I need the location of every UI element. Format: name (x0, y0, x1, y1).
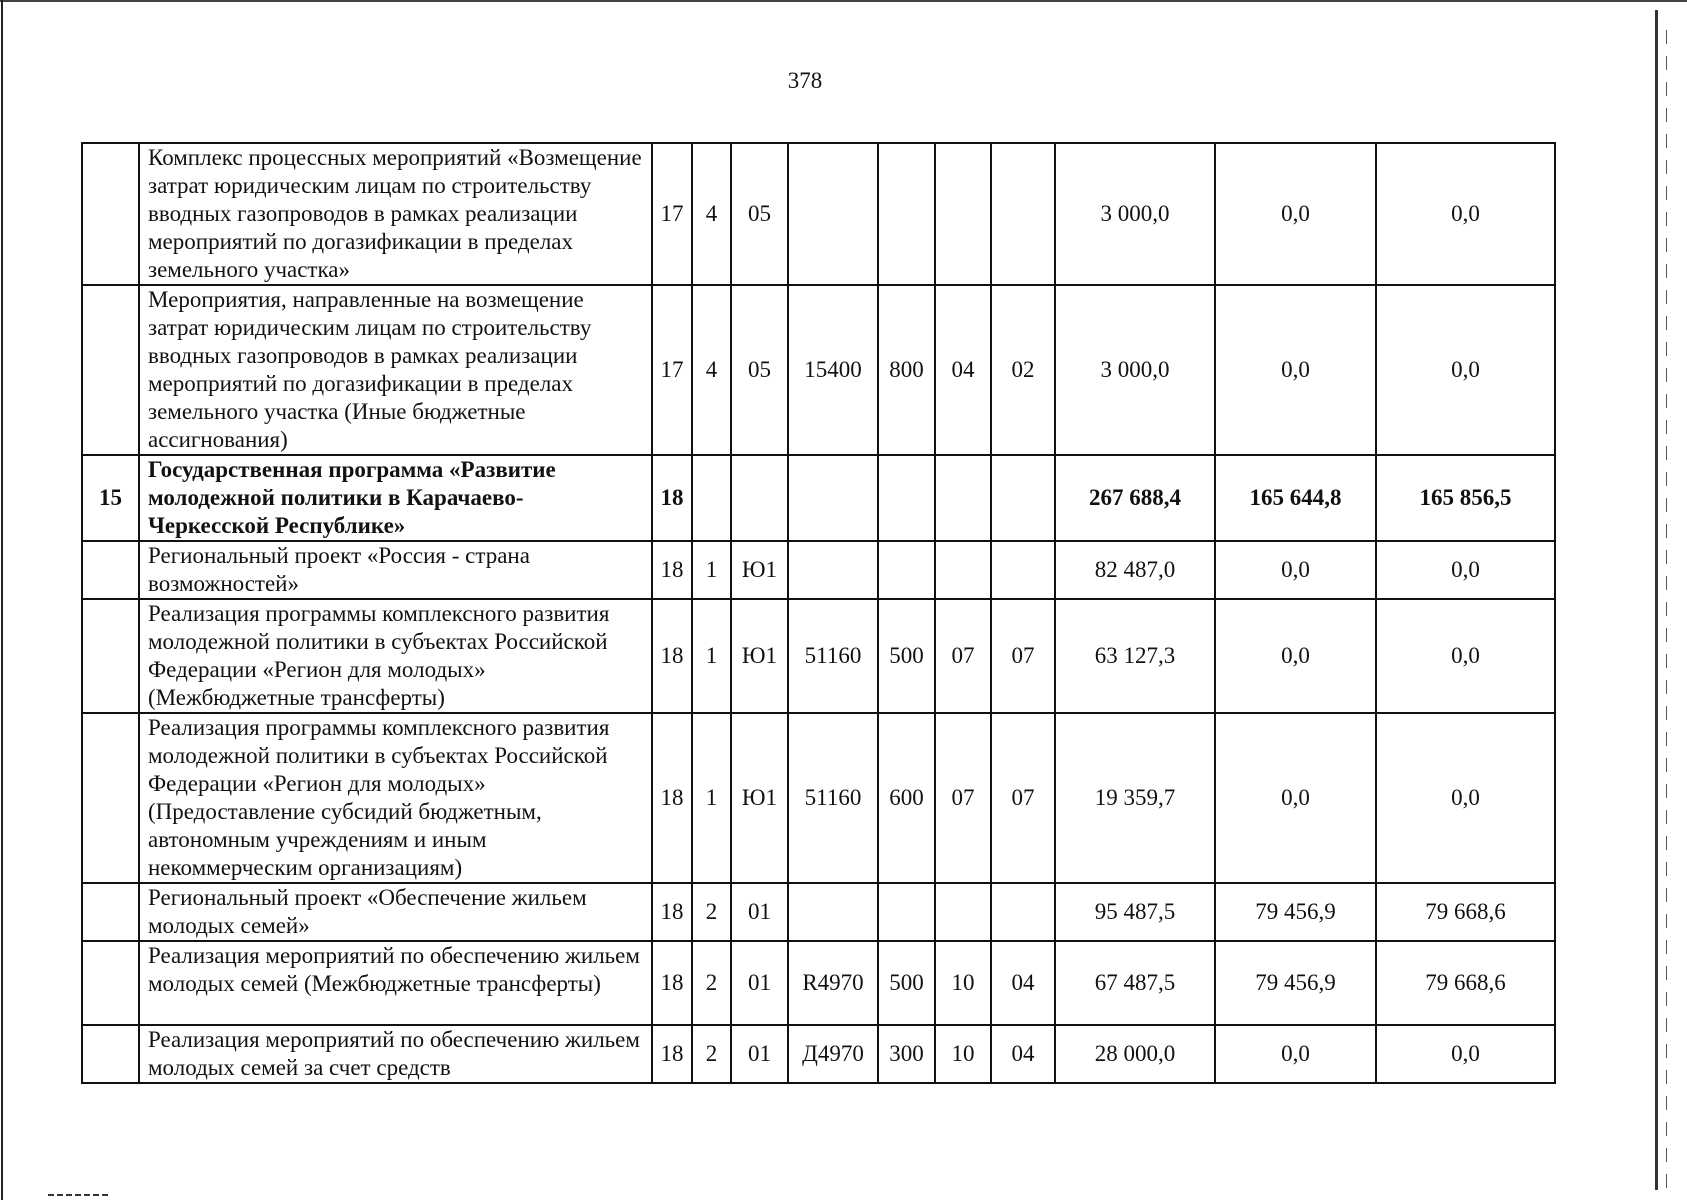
code-program: 05 (731, 143, 788, 285)
code-direction: R4970 (788, 941, 878, 1025)
amount-year-1: 82 487,0 (1055, 541, 1215, 599)
code-section: 10 (935, 941, 991, 1025)
amount-year-2: 0,0 (1215, 599, 1376, 713)
code-type: 2 (692, 883, 731, 941)
code-ministry: 18 (652, 883, 692, 941)
amount-year-2: 0,0 (1215, 285, 1376, 455)
table-row-program (82, 455, 1555, 541)
table-row (82, 541, 1555, 599)
code-type: 4 (692, 143, 731, 285)
amount-year-3: 165 856,5 (1376, 455, 1555, 541)
row-name: Государственная программа «Развитие молодежной политики в Карачаево-Черкесской Республике» (139, 455, 652, 541)
code-type: 1 (692, 541, 731, 599)
code-expense-type: 600 (878, 713, 935, 883)
amount-year-2: 0,0 (1215, 1025, 1376, 1083)
code-section: 04 (935, 285, 991, 455)
code-program: Ю1 (731, 599, 788, 713)
amount-year-2: 0,0 (1215, 713, 1376, 883)
code-program: 01 (731, 1025, 788, 1083)
code-direction: 51160 (788, 713, 878, 883)
code-section: 10 (935, 1025, 991, 1083)
code-type: 1 (692, 599, 731, 713)
code-program: Ю1 (731, 541, 788, 599)
code-section (935, 883, 991, 941)
row-name: Реализация мероприятий по обеспечению жильем молодых семей (Межбюджетные трансферты) (139, 941, 652, 1025)
table-row (82, 285, 1555, 455)
code-subsection: 04 (991, 1025, 1055, 1083)
amount-year-1: 63 127,3 (1055, 599, 1215, 713)
code-subsection (991, 541, 1055, 599)
amount-year-1: 67 487,5 (1055, 941, 1215, 1025)
code-direction: 51160 (788, 599, 878, 713)
amount-year-1: 19 359,7 (1055, 713, 1215, 883)
code-type (692, 455, 731, 541)
amount-year-3: 0,0 (1376, 713, 1555, 883)
row-name: Реализация мероприятий по обеспечению жильем молодых семей за счет средств (139, 1025, 652, 1083)
amount-year-3: 0,0 (1376, 143, 1555, 285)
code-ministry: 18 (652, 541, 692, 599)
amount-year-3: 0,0 (1376, 599, 1555, 713)
amount-year-3: 0,0 (1376, 541, 1555, 599)
amount-year-1: 95 487,5 (1055, 883, 1215, 941)
amount-year-2: 79 456,9 (1215, 941, 1376, 1025)
row-name: Региональный проект «Россия - страна возможностей» (139, 541, 652, 599)
table-row (82, 143, 1555, 285)
code-subsection (991, 455, 1055, 541)
table-row (82, 1025, 1555, 1083)
amount-year-1: 3 000,0 (1055, 143, 1215, 285)
code-type: 2 (692, 1025, 731, 1083)
code-expense-type (878, 455, 935, 541)
table-row (82, 599, 1555, 713)
code-ministry: 17 (652, 143, 692, 285)
code-direction (788, 883, 878, 941)
code-type: 1 (692, 713, 731, 883)
code-expense-type: 500 (878, 599, 935, 713)
row-name: Мероприятия, направленные на возмещение затрат юридическим лицам по строительству вводных газопроводов в рамках реализации мероприятий по догазификации в пределах земельного участка (Иные бюджетные ассигнования) (139, 285, 652, 455)
code-expense-type (878, 883, 935, 941)
row-number: 15 (82, 455, 139, 541)
row-number (82, 941, 139, 1025)
code-direction (788, 541, 878, 599)
scan-edge-dashed (1666, 30, 1667, 1190)
row-number (82, 1025, 139, 1083)
code-subsection: 07 (991, 713, 1055, 883)
page-edge-left (1, 0, 3, 1200)
table-row (82, 713, 1555, 883)
code-section (935, 541, 991, 599)
code-ministry: 18 (652, 713, 692, 883)
code-subsection (991, 883, 1055, 941)
code-ministry: 18 (652, 599, 692, 713)
code-subsection: 02 (991, 285, 1055, 455)
code-expense-type (878, 541, 935, 599)
code-ministry: 18 (652, 455, 692, 541)
amount-year-3: 79 668,6 (1376, 941, 1555, 1025)
code-direction: Д4970 (788, 1025, 878, 1083)
row-name: Комплекс процессных мероприятий «Возмещение затрат юридическим лицам по строительству вводных газопроводов в рамках реализации мероприятий по догазификации в пределах земельного участка» (139, 143, 652, 285)
code-section: 07 (935, 713, 991, 883)
code-expense-type (878, 143, 935, 285)
amount-year-1: 28 000,0 (1055, 1025, 1215, 1083)
code-program: Ю1 (731, 713, 788, 883)
code-program: 01 (731, 883, 788, 941)
budget-table (81, 142, 1556, 1084)
row-name: Реализация программы комплексного развития молодежной политики в субъектах Российской Федерации «Регион для молодых» (Предоставление субсидий бюджетным, автономным учреждениям и иным некоммерческим организациям) (139, 713, 652, 883)
code-program: 05 (731, 285, 788, 455)
code-direction (788, 143, 878, 285)
code-ministry: 18 (652, 941, 692, 1025)
code-type: 4 (692, 285, 731, 455)
row-name: Региональный проект «Обеспечение жильем молодых семей» (139, 883, 652, 941)
code-program: 01 (731, 941, 788, 1025)
row-number (82, 541, 139, 599)
row-number (82, 713, 139, 883)
amount-year-2: 79 456,9 (1215, 883, 1376, 941)
code-section: 07 (935, 599, 991, 713)
code-subsection: 04 (991, 941, 1055, 1025)
code-ministry: 18 (652, 1025, 692, 1083)
code-ministry: 17 (652, 285, 692, 455)
amount-year-1: 3 000,0 (1055, 285, 1215, 455)
code-subsection: 07 (991, 599, 1055, 713)
page-number: 378 (787, 68, 823, 93)
row-number (82, 285, 139, 455)
amount-year-3: 0,0 (1376, 1025, 1555, 1083)
code-expense-type: 500 (878, 941, 935, 1025)
code-direction (788, 455, 878, 541)
code-subsection (991, 143, 1055, 285)
row-number (82, 143, 139, 285)
code-direction: 15400 (788, 285, 878, 455)
row-number (82, 883, 139, 941)
row-number (82, 599, 139, 713)
amount-year-2: 165 644,8 (1215, 455, 1376, 541)
scan-edge-right (1655, 10, 1658, 1190)
table-row (82, 883, 1555, 941)
amount-year-3: 79 668,6 (1376, 883, 1555, 941)
code-section (935, 143, 991, 285)
table-row (82, 941, 1555, 1025)
amount-year-2: 0,0 (1215, 541, 1376, 599)
code-section (935, 455, 991, 541)
amount-year-1: 267 688,4 (1055, 455, 1215, 541)
code-expense-type: 800 (878, 285, 935, 455)
code-type: 2 (692, 941, 731, 1025)
code-program (731, 455, 788, 541)
amount-year-3: 0,0 (1376, 285, 1555, 455)
amount-year-2: 0,0 (1215, 143, 1376, 285)
scan-mark-bottom (48, 1194, 110, 1196)
page-edge-top (0, 0, 1687, 2)
code-expense-type: 300 (878, 1025, 935, 1083)
row-name: Реализация программы комплексного развития молодежной политики в субъектах Российской Федерации «Регион для молодых» (Межбюджетные трансферты) (139, 599, 652, 713)
